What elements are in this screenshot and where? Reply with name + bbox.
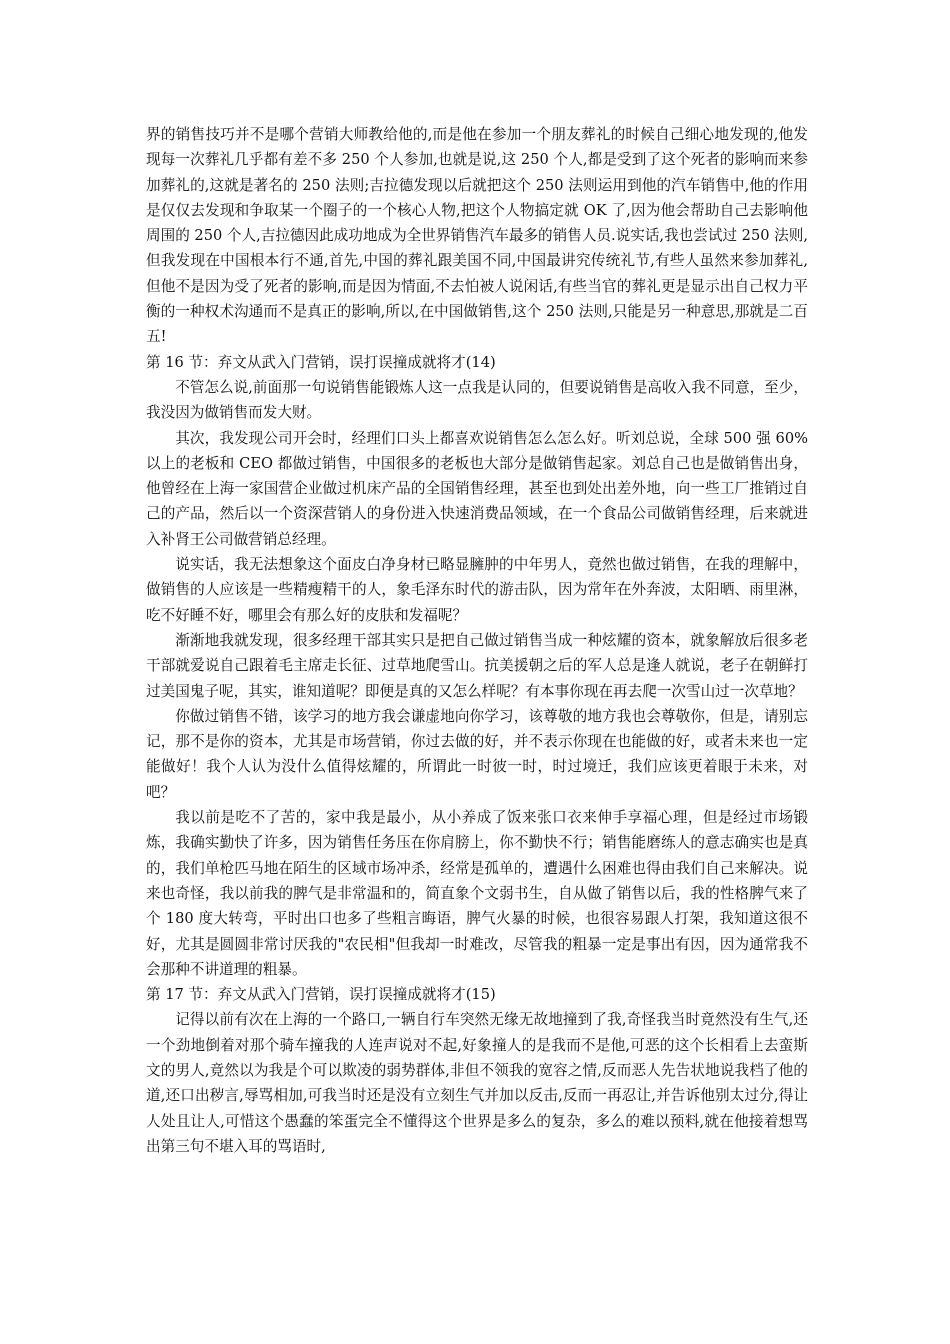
paragraph: 记得以前有次在上海的一个路口,一辆自行车突然无缘无故地撞到了我,奇怪我当时竟然没有生气,还一个劲地倒着对那个骑车撞我的人连声说对不起,好象撞人的是我而不是他,可恶的这个长相看上去蛮斯文的男人,竟然以为我是个可以欺凌的弱势群体,非但不领我的宽容之情,反而恶人先告状地说我档了他的道,还口出秽言,辱骂相加,可我当时还是没有立刻生气并加以反击,反而一再忍让,并告诉他别太过分,得让人处且让人,可惜这个愚蠢的笨蛋完全不懂得这个世界是多么的复杂，多么的难以预料,就在他接着想骂出第三句不堪入耳的骂语时, <box>146 1011 808 1155</box>
paragraph: 我以前是吃不了苦的，家中我是最小，从小养成了饭来张口衣来伸手享福心理，但是经过市场锻炼，我确实勤快了许多，因为销售任务压在你肩膀上，你不勤快不行；销售能磨练人的意志确实也是真的，我们单枪匹马地在陌生的区域市场冲杀，经常是孤单的，遭遇什么困难也得由我们自己来解决。说来也奇怪，我以前我的脾气是非常温和的，简直象个文弱书生，自从做了销售以后，我的性格脾气来了个 180 度大转弯，平时出口也多了些粗言晦语，脾气火暴的时候，也很容易跟人打架，我知道这很不好，尤其是圆圆非常讨厌我的"农民相"但我却一时难改，尽管我的粗暴一定是事出有因，因为通常我不会那种不讲道理的粗暴。 <box>146 809 808 978</box>
document-page <box>146 122 808 1159</box>
section-heading-17: 第 17 节：弃文从武入门营销，误打误撞成就将才(15) <box>146 986 496 1004</box>
paragraph: 不管怎么说,前面那一句说销售能锻炼人这一点我是认同的，但要说销售是高收入我不同意，至少，我没因为做销售而发大财。 <box>146 378 808 422</box>
paragraph: 你做过销售不错，该学习的地方我会谦虚地向你学习，该尊敬的地方我也会尊敬你，但是，请别忘记，那不是你的资本，尤其是市场营销，你过去做的好，并不表示你现在也能做的好，或者未来也一定能做好！我个人认为没什么值得炫耀的，所谓此一时彼一时，时过境迁，我们应该更着眼于未来，对吧？ <box>146 707 808 801</box>
paragraph: 渐渐地我就发现，很多经理干部其实只是把自己做过销售当成一种炫耀的资本，就象解放后很多老干部就爱说自己跟着毛主席走长征、过草地爬雪山。抗美援朝之后的军人总是逢人就说，老子在朝鲜打过美国鬼子呢，其实，谁知道呢？即便是真的又怎么样呢？有本事你现在再去爬一次雪山过一次草地？ <box>146 631 808 700</box>
paragraph: 说实话，我无法想象这个面皮白净身材已略显臃肿的中年男人，竟然也做过销售，在我的理解中，做销售的人应该是一些精瘦精干的人，象毛泽东时代的游击队，因为常年在外奔波，太阳晒、雨里淋，吃不好睡不好，哪里会有那么好的皮肤和发福呢？ <box>146 556 808 624</box>
section-heading-16: 第 16 节：弃文从武入门营销，误打误撞成就将才(14) <box>146 353 496 371</box>
paragraph: 其次，我发现公司开会时，经理们口头上都喜欢说销售怎么怎么好。听刘总说，全球 500 强 60%以上的老板和 CEO 都做过销售，中国很多的老板也大部分是做销售起家。刘总自己也是做销售出身，他曾经在上海一家国营企业做过机床产品的全国销售经理，甚至也到处出差外地，向一些工厂推销过自己的产品，然后以一个资深营销人的身份进入快速消费品领域，在一个食品公司做销售经理，后来就进入补肾王公司做营销总经理。 <box>146 429 808 548</box>
paragraph-250-law: 界的销售技巧并不是哪个营销大师教给他的,而是他在参加一个朋友葬礼的时候自己细心地发现的,他发现每一次葬礼几乎都有差不多 250 个人参加,也就是说,这 250 个人,都是受到了这个死者的影响而来参加葬礼的,这就是著名的 250 法则;吉拉德发现以后就把这个 250 法则运用到他的汽车销售中,他的作用是仅仅去发现和争取某一个圈子的一个核心人物,把这个人物搞定就 OK 了,因为他会帮助自己去影响他周围的 250 个人,吉拉德因此成功地成为全世界销售汽车最多的销售人员.说实话,我也尝试过 250 法则,但我发现在中国根本行不通,首先,中国的葬礼跟美国不同,中国最讲究传统礼节,有些人虽然来参加葬礼,但他不是因为受了死者的影响,而是因为情面,不去怕被人说闲话,有些当官的葬礼更是显示出自己权力平衡的一种权术沟通而不是真正的影响,所以,在中国做销售,这个 250 法则,只能是另一种意思,那就是二百五! <box>146 126 808 346</box>
